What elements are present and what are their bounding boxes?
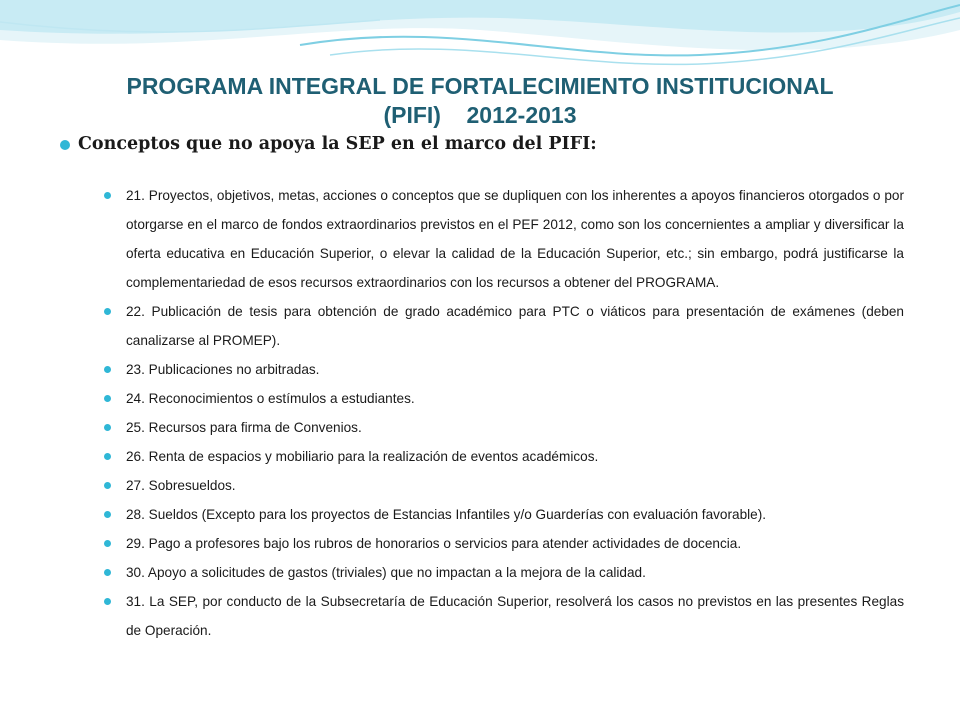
bullet-icon xyxy=(104,511,111,518)
title-line-1: PROGRAMA INTEGRAL DE FORTALECIMIENTO INSTITUCIONAL xyxy=(126,73,834,99)
bullet-icon xyxy=(60,140,70,150)
list-item xyxy=(104,297,904,355)
concepts-list xyxy=(104,181,904,645)
list-item-text: 24. Reconocimientos o estímulos a estudiantes. xyxy=(126,391,415,406)
bullet-icon xyxy=(104,366,111,373)
list-item-text: 31. La SEP, por conducto de la Subsecretaría de Educación Superior, resolverá los casos no previstos en las presentes Reglas de Operación. xyxy=(126,594,904,638)
list-item-text: 26. Renta de espacios y mobiliario para la realización de eventos académicos. xyxy=(126,449,599,464)
subheading-text: Conceptos que no apoya la SEP en el marco del PIFI: xyxy=(78,134,597,154)
list-item xyxy=(104,384,904,413)
list-item-text: 21. Proyectos, objetivos, metas, acciones o conceptos que se dupliquen con los inherentes a apoyos financieros otorgados o por otorgarse en el marco de fondos extraordinarios previstos en el PEF 2012, como son los concernientes a ampliar y diversificar la oferta educativa en Educación Superior, o elevar la calidad de la Educación Superior, etc.; sin embargo, podrá justificarse la complementariedad de esos recursos extraordinarios con los recursos a obtener del PROGRAMA. xyxy=(126,188,904,290)
bullet-icon xyxy=(104,395,111,402)
list-item xyxy=(104,500,904,529)
bullet-icon xyxy=(104,569,111,576)
bullet-icon xyxy=(104,192,111,199)
bullet-icon xyxy=(104,308,111,315)
list-item xyxy=(104,471,904,500)
list-item-text: 30. Apoyo a solicitudes de gastos (triviales) que no impactan a la mejora de la calidad. xyxy=(126,565,646,580)
list-item-text: 29. Pago a profesores bajo los rubros de honorarios o servicios para atender actividades de docencia. xyxy=(126,536,742,551)
list-item xyxy=(104,181,904,297)
list-item-text: 28. Sueldos (Excepto para los proyectos de Estancias Infantiles y/o Guarderías con evaluación favorable). xyxy=(126,507,767,522)
list-item xyxy=(104,413,904,442)
list-item-text: 27. Sobresueldos. xyxy=(126,478,236,493)
list-item xyxy=(104,529,904,558)
list-item xyxy=(104,587,904,645)
list-item xyxy=(104,355,904,384)
bullet-icon xyxy=(104,453,111,460)
list-item xyxy=(104,442,904,471)
list-item xyxy=(104,558,904,587)
bullet-icon xyxy=(104,540,111,547)
list-item-text: 22. Publicación de tesis para obtención de grado académico para PTC o viáticos para presentación de exámenes (deben canalizarse al PROMEP). xyxy=(126,304,904,348)
title-line-2: (PIFI) 2012-2013 xyxy=(383,102,577,128)
bullet-icon xyxy=(104,598,111,605)
list-item-text: 25. Recursos para firma de Convenios. xyxy=(126,420,362,435)
page-title xyxy=(0,72,960,130)
bullet-icon xyxy=(104,424,111,431)
list-item-text: 23. Publicaciones no arbitradas. xyxy=(126,362,320,377)
bullet-icon xyxy=(104,482,111,489)
